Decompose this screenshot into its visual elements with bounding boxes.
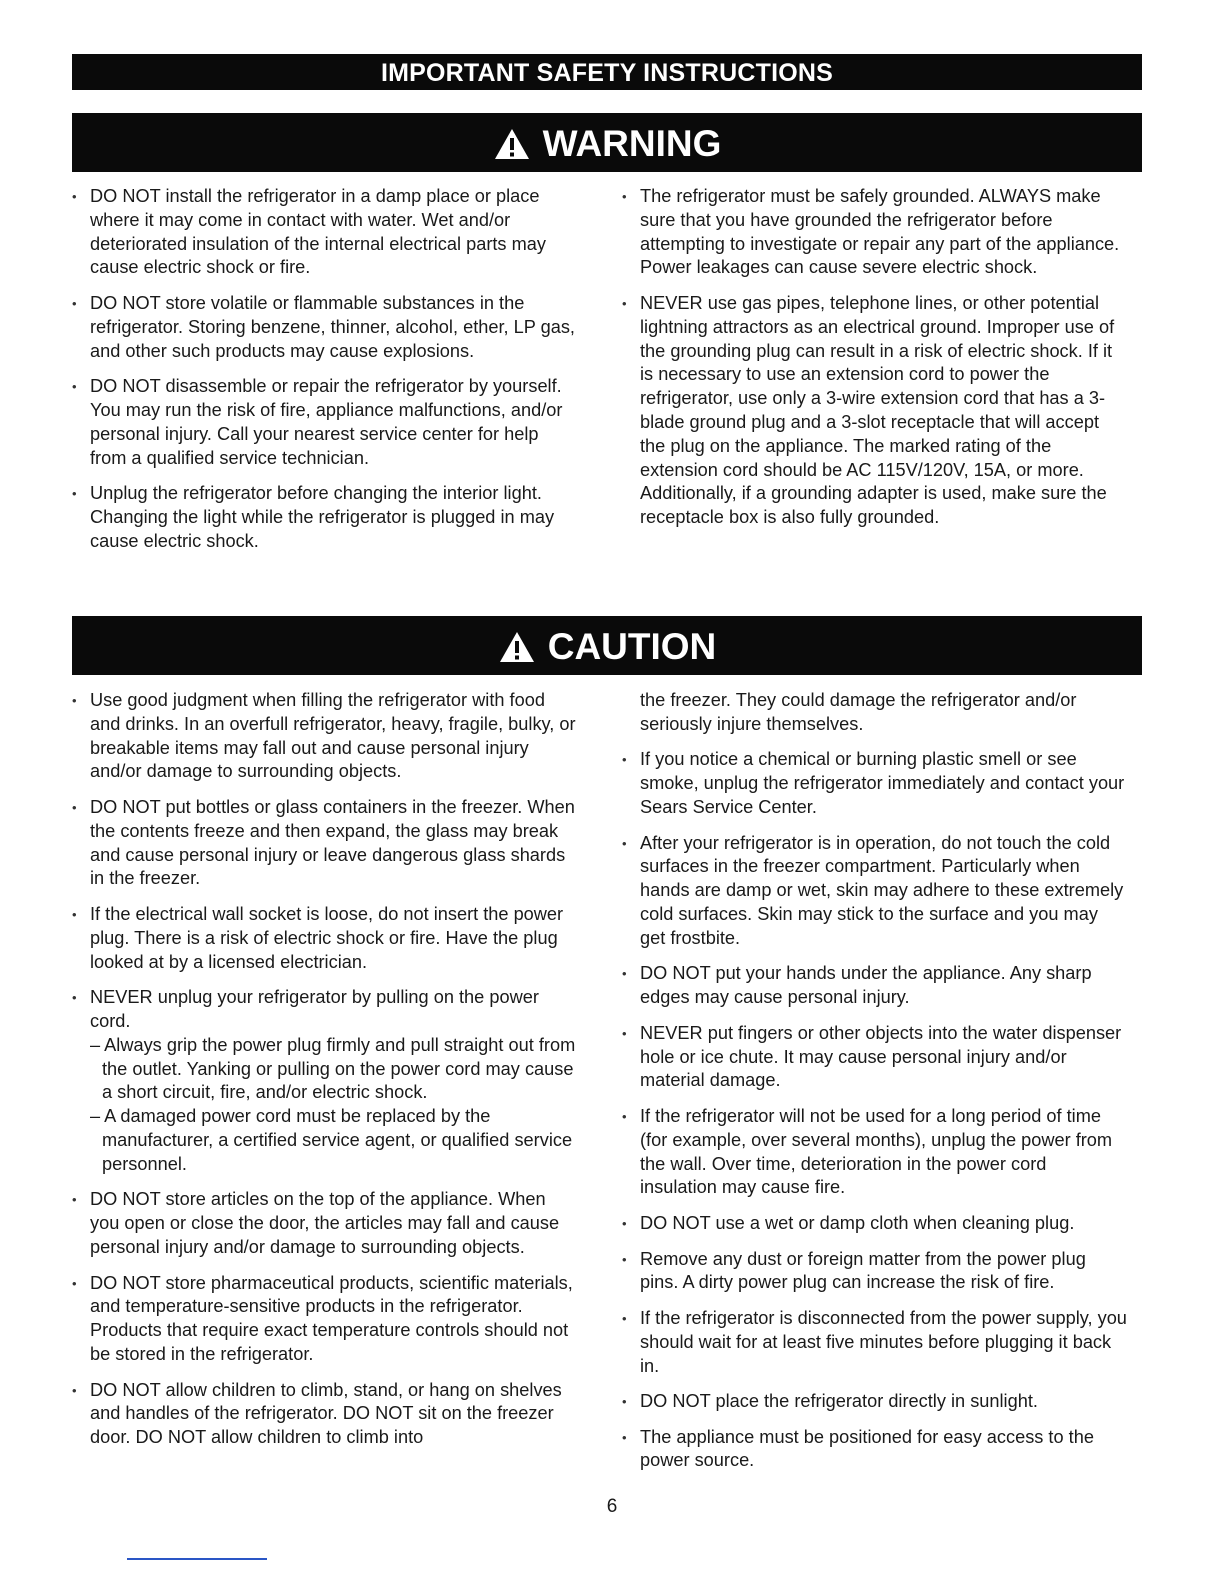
list-item: • The appliance must be positioned for easy access to the power source. [622,1426,1127,1474]
list-item: • Remove any dust or foreign matter from the power plug pins. A dirty power plug can increase the risk of fire. [622,1248,1127,1296]
list-item: • The refrigerator must be safely grounded. ALWAYS make sure that you have grounded the refrigerator before attempting to investigate or repair any part of the appliance. Power leakages can cause severe electric shock. [622,185,1127,280]
caution-left-column [72,689,577,1462]
caution-banner [72,616,1142,675]
list-item: • DO NOT store pharmaceutical products, scientific materials, and temperature-sensitive products in the refrigerator. Products that require exact temperature controls should not be stored in the refrigerator. [72,1272,577,1367]
warning-right-column [622,185,1127,542]
list-item: • DO NOT store articles on the top of the appliance. When you open or close the door, the articles may fall and cause personal injury and/or damage to surrounding objects. [72,1188,577,1259]
list-item: • DO NOT place the refrigerator directly in sunlight. [622,1390,1127,1414]
warning-triangle-icon [493,127,531,161]
caution-right-column [622,689,1127,1485]
list-item: • DO NOT use a wet or damp cloth when cleaning plug. [622,1212,1127,1236]
warning-triangle-icon [498,630,536,664]
list-item: • If you notice a chemical or burning plastic smell or see smoke, unplug the refrigerator immediately and contact your Sears Service Center. [622,748,1127,819]
list-item: • DO NOT store volatile or flammable substances in the refrigerator. Storing benzene, thinner, alcohol, ether, LP gas, and other such products may cause explosions. [72,292,577,363]
page-title: IMPORTANT SAFETY INSTRUCTIONS [72,54,1142,90]
warning-label: WARNING [542,123,722,164]
power-cord-sub-item: – A damaged power cord must be replaced by the manufacturer, a certified service agent, or qualified service personnel. [90,1106,573,1174]
list-item: • DO NOT put your hands under the appliance. Any sharp edges may cause personal injury. [622,962,1127,1010]
page-number: 6 [606,1496,618,1517]
list-item: • DO NOT disassemble or repair the refrigerator by yourself. You may run the risk of fire, appliance malfunctions, and/or personal injury. Call your nearest service center for help from a qualified service technician. [72,375,577,470]
list-item-continuation: the freezer. They could damage the refrigerator and/or seriously injure themselves. [640,690,1077,734]
list-item: • DO NOT install the refrigerator in a damp place or place where it may come in contact with water. Wet and/or deteriorated insulation of the internal electrical parts may cause electric shock or fire. [72,185,577,280]
list-item: • Unplug the refrigerator before changing the interior light. Changing the light while the refrigerator is plugged in may cause electric shock. [72,482,577,553]
caution-label: CAUTION [547,626,717,667]
list-item: • NEVER put fingers or other objects into the water dispenser hole or ice chute. It may cause personal injury and/or material damage. [622,1022,1127,1093]
power-cord-item-text: NEVER unplug your refrigerator by pulling on the power cord. [90,987,539,1031]
list-item: • If the refrigerator is disconnected from the power supply, you should wait for at least five minutes before plugging it back in. [622,1307,1127,1378]
list-item: • NEVER use gas pipes, telephone lines, or other potential lightning attractors as an electrical ground. Improper use of the grounding plug can result in a risk of electric shock. If it is necessary to use an extension cord to power the refrigerator, use only a 3-wire extension cord that has a 3-blade ground plug and a 3-slot receptacle that will accept the plug on the appliance. The marked rating of the extension cord should be AC 115V/120V, 15A, or more. Additionally, if a grounding adapter is used, make sure the receptacle box is also fully grounded. [622,292,1127,530]
footer-rule [127,1558,267,1560]
list-item: • After your refrigerator is in operation, do not touch the cold surfaces in the freezer compartment. Particularly when hands are damp or wet, skin may adhere to these extremely cold surfaces. Skin may stick to the surface and you may get frostbite. [622,832,1127,951]
warning-banner [72,113,1142,172]
list-item: • If the refrigerator will not be used for a long period of time (for example, over several months), unplug the power from the wall. Over time, deterioration in the power cord insulation may cause fire. [622,1105,1127,1200]
list-item [72,986,577,1176]
power-cord-sub-item: – Always grip the power plug firmly and pull straight out from the outlet. Yanking or pulling on the power cord may cause a short circuit, fire, and/or electric shock. [90,1034,576,1103]
list-item: • If the electrical wall socket is loose, do not insert the power plug. There is a risk of electric shock or fire. Have the plug looked at by a licensed electrician. [72,903,577,974]
list-item: • Use good judgment when filling the refrigerator with food and drinks. In an overfull refrigerator, heavy, fragile, bulky, or breakable items may fall out and cause personal injury and/or damage to surrounding objects. [72,689,577,784]
list-item: • DO NOT put bottles or glass containers in the freezer. When the contents freeze and then expand, the glass may break and cause personal injury or leave dangerous glass shards in the freezer. [72,796,577,891]
warning-left-column [72,185,577,565]
list-item: • DO NOT allow children to climb, stand, or hang on shelves and handles of the refrigerator. DO NOT sit on the freezer door. DO NOT allow children to climb into [72,1379,577,1450]
